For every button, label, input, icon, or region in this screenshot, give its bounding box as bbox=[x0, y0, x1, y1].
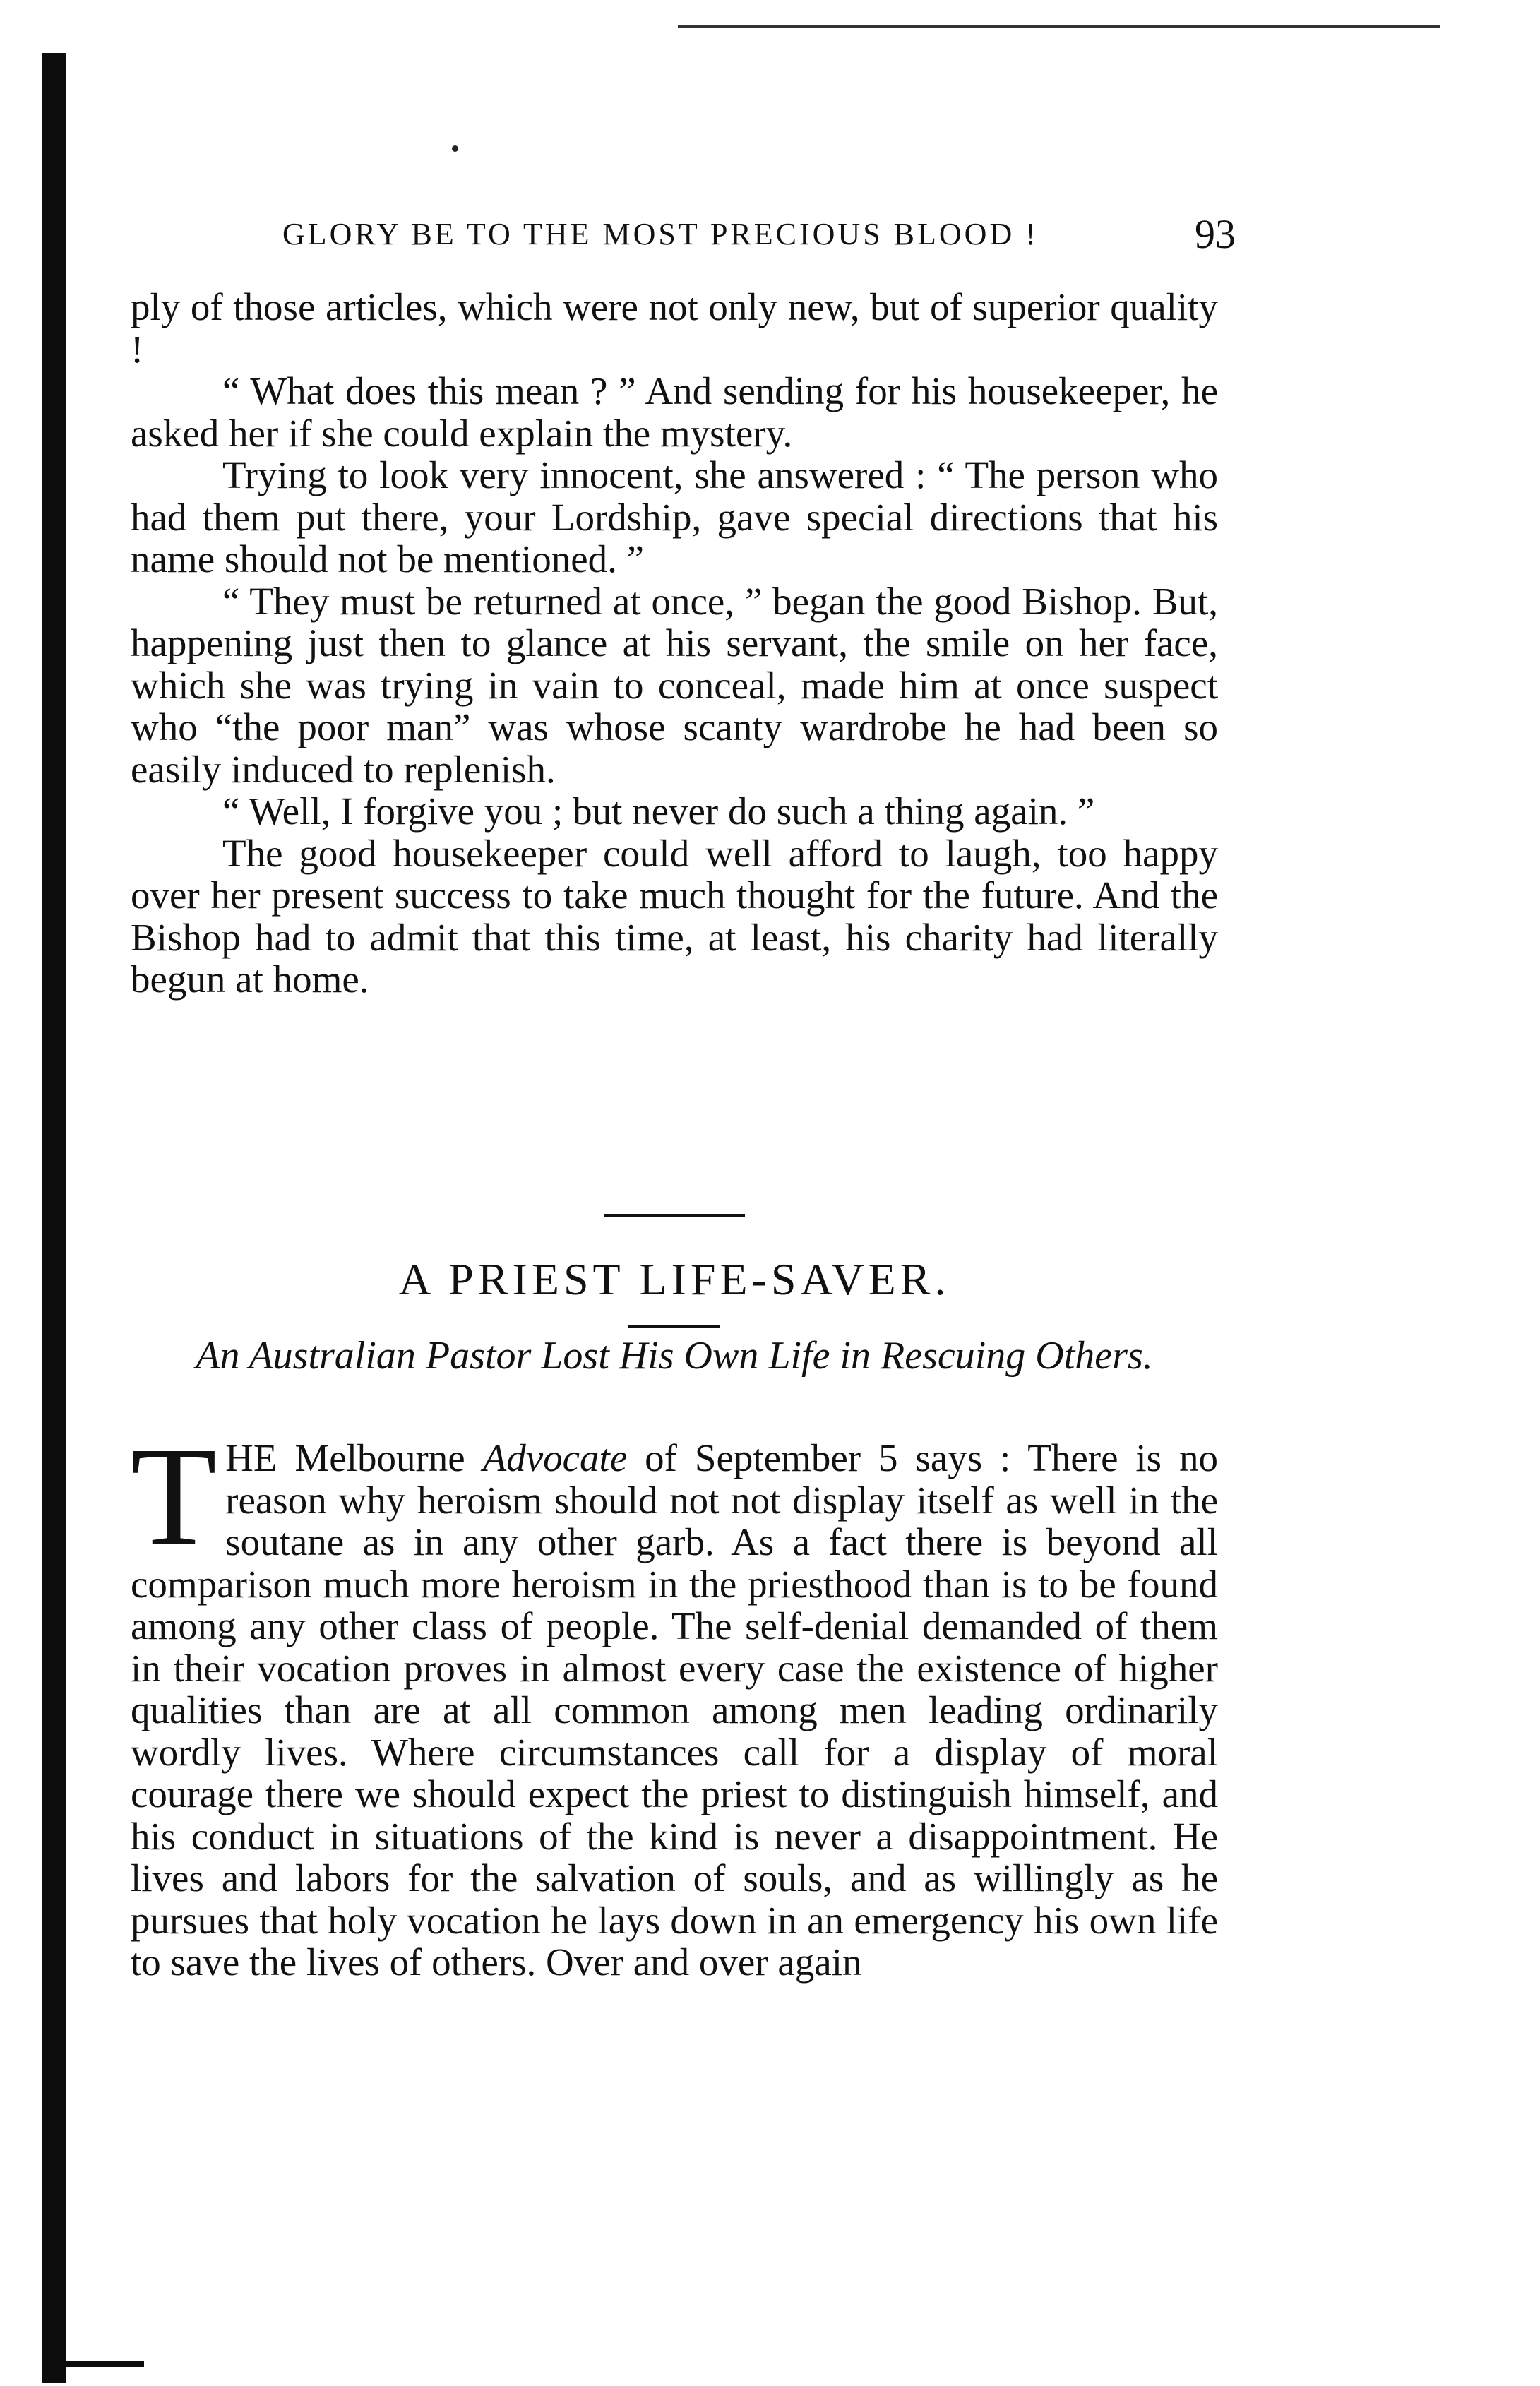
body-text: of September 5 says : There is no reason why heroism should not not display itself as well in the soutane as in any other garb. As a fact there is beyond all comparison much more heroism in the priesthood than is to be found among any other class of people. The self-denial demanded of them in their vocation proves in almost every case the existence of higher qualities than are at all common among men leading ordinarily wordly lives. Where circumstances call for a display of moral courage there we should expect the priest to distinguish himself, and his conduct in situations of the kind is never a disappointment. He lives and labors for the salvation of souls, and as willingly as he pursues that holy vocation he lays down in an emergency his own life to save the lives of others. Over and over again bbox=[131, 1436, 1218, 1984]
page-number: 93 bbox=[1195, 211, 1236, 257]
paragraph: ply of those articles, which were not only new, but of superior quality ! bbox=[131, 285, 1218, 371]
page-header bbox=[282, 210, 1236, 260]
top-edge-rule bbox=[678, 25, 1440, 28]
article-paragraph bbox=[131, 1419, 1218, 1984]
body-text-start: HE Melbourne bbox=[225, 1436, 483, 1479]
article-subtitle: An Australian Pastor Lost His Own Life in Rescuing Others. bbox=[196, 1334, 1153, 1378]
publication-name: Advocate bbox=[482, 1436, 628, 1479]
drop-cap: T bbox=[131, 1419, 217, 1575]
paragraph: The good housekeeper could well afford to laugh, too happy over her present success to take much thought for the future. And the Bishop had to admit that this time, at least, his charity had literally begun at home. bbox=[131, 831, 1218, 1001]
article-body bbox=[131, 1419, 1218, 1984]
paragraph: Trying to look very innocent, she answered : “ The person who had them put there, your Lordship, gave special directions that his name should not be mentioned. ” bbox=[131, 453, 1218, 580]
running-title: GLORY BE TO THE MOST PRECIOUS BLOOD ! bbox=[282, 217, 1039, 251]
book-spine-foot bbox=[66, 2361, 144, 2367]
section-divider bbox=[604, 1214, 745, 1217]
article-title: A PRIEST LIFE-SAVER. bbox=[398, 1254, 950, 1304]
continuation-text bbox=[131, 286, 1218, 1001]
paragraph: “ Well, I forgive you ; but never do such a thing again. ” bbox=[222, 789, 1095, 833]
speck-mark bbox=[452, 145, 458, 152]
paragraph: “ What does this mean ? ” And sending for his housekeeper, he asked her if she could explain the mystery. bbox=[131, 369, 1218, 455]
book-spine-shadow bbox=[42, 53, 66, 2383]
paragraph: “ They must be returned at once, ” began the good Bishop. But, happening just then to glance at his servant, the smile on her face, which she was trying in vain to conceal, made him at once suspect who “the poor man” was whose scanty wardrobe he had been so easily induced to replenish. bbox=[131, 579, 1218, 791]
title-divider bbox=[628, 1325, 720, 1328]
